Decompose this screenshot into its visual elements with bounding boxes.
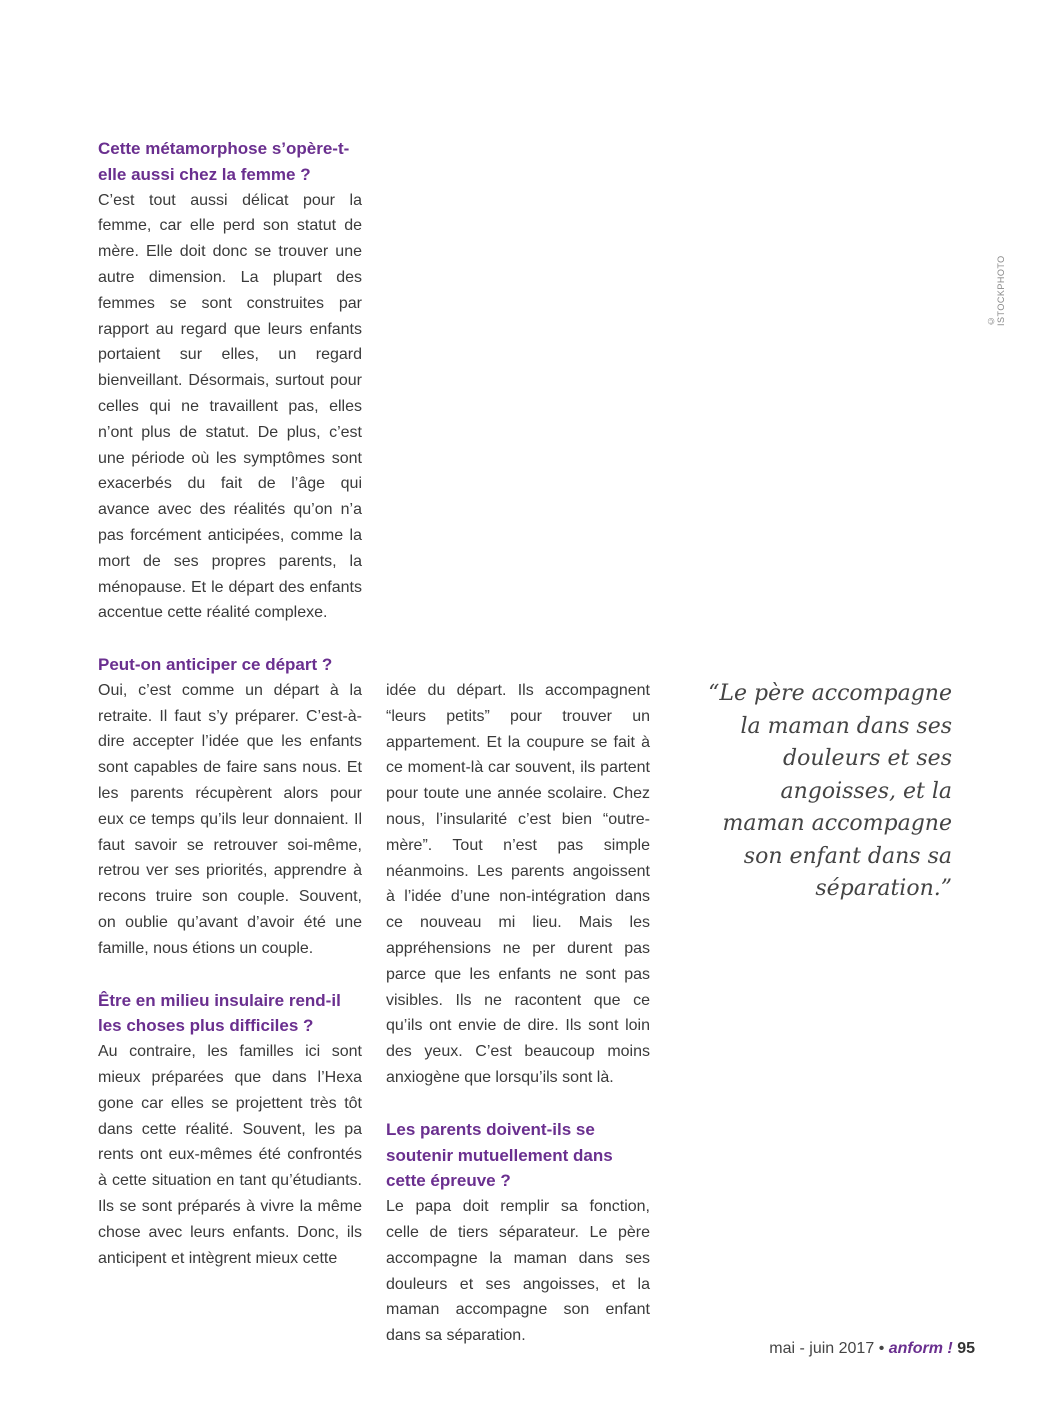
section-body-parents: Le papa doit remplir sa fonction, celle de tiers séparateur. Le père accompagne la maman dans ses douleurs et ses angoisses, et la maman accompagne son enfant dans sa séparation. (386, 1198, 650, 1345)
section-body-insulaire: Au contraire, les familles ici sont mieux préparées que dans l’Hexa gone car elles se projettent très tôt dans cette réalité. Souvent, les pa rents ont eux-mêmes été confrontés à cette situation en tant qu’étudiants. Ils se sont préparés à vivre la même chose avec leurs enfants. Donc, ils anticipent et intègrent mieux cette (98, 1043, 362, 1267)
section-title-metamorphose: Cette métamorphose s’opère-t-elle aussi chez la femme ? (98, 139, 350, 184)
magazine-name: anform ! (888, 1340, 953, 1357)
footer-separator: • (878, 1340, 885, 1357)
photo-credit: © ISTOCKPHOTO (986, 255, 1006, 326)
column-left-top (98, 136, 362, 626)
section-title-parents: Les parents doivent-ils se soutenir mutuellement dans cette épreuve ? (386, 1119, 613, 1191)
pull-quote: “Le père accompagne la maman dans ses douleurs et ses angoisses, et la maman accompagne son enfant dans sa séparation.” (708, 681, 952, 901)
section-body-anticiper: Oui, c’est comme un départ à la retraite. Il faut s’y préparer. C’est-à-dire accepter l’idée que les enfants sont capables de faire sans nous. Et les parents récupèrent alors pour eux ce temps qu’ils leur donnaient. Il faut savoir se retrouver soi-même, retrou ver ses priorités, apprendre à recons truire son couple. Souvent, on oublie qu’avant d’avoir été une famille, nous étions un couple. (98, 681, 362, 957)
issue-date: mai - juin 2017 (769, 1340, 875, 1357)
section-body-insulaire-continued: idée du départ. Ils accompagnent “leurs petits” pour trouver un appartement. Et la coupure se fait à ce moment-là car souvent, ils partent pour toute une année scolaire. Chez nous, l’insularité c’est bien “outre-mère”. Tout n’est pas simple néanmoins. Les parents angoissent à l’idée d’une non-intégration dans ce nouveau mi lieu. Mais les appréhensions ne per durent pas parce que les enfants ne sont pas visibles. Ils ne racontent que ce qu’ils ont envie de dire. Ils sont loin des yeux. C’est beaucoup moins anxiogène que lorsqu’ils sont là. (386, 682, 650, 1086)
column-middle (386, 678, 650, 1349)
column-left-bottom (98, 652, 362, 1271)
section-title-anticiper: Peut-on anticiper ce départ ? (98, 655, 333, 674)
section-title-insulaire: Être en milieu insulaire rend-il les choses plus difficiles ? (98, 990, 341, 1036)
section-body-metamorphose: C’est tout aussi délicat pour la femme, car elle perd son statut de mère. Elle doit donc se trouver une autre dimension. La plupart des femmes se sont construites par rapport au regard que leurs enfants portaient sur elles, un regard bienveillant. Désormais, surtout pour celles qui ne travaillent pas, elles n’ont plus de statut. De plus, c’est une période où les symptômes sont exacerbés du fait de l’âge qui avance avec des réalités qu’on n’a pas forcément anticipées, comme la mort de ses propres parents, la ménopause. Et le départ des enfants accentue cette réalité complexe. (98, 191, 362, 622)
page-footer (769, 1340, 975, 1358)
page-number: 95 (957, 1340, 975, 1357)
